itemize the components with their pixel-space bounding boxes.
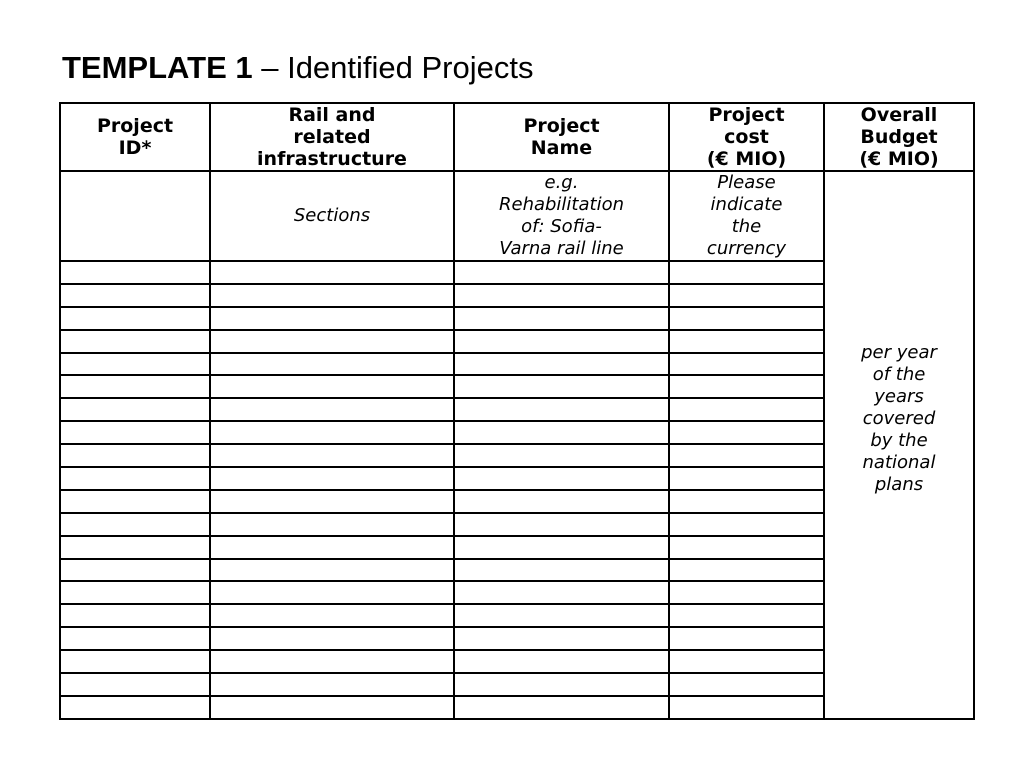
cell-project-cost[interactable] (669, 513, 824, 536)
cell-project-cost[interactable] (669, 650, 824, 673)
slide-title (62, 48, 534, 88)
cell-project-name[interactable] (454, 398, 669, 421)
example-project-cost[interactable]: Please indicate the currency (669, 171, 824, 261)
cell-project-name[interactable] (454, 444, 669, 467)
cell-project-cost[interactable] (669, 261, 824, 284)
cell-project-cost[interactable] (669, 330, 824, 353)
cell-project-id[interactable] (60, 444, 210, 467)
cell-rail-infrastructure[interactable] (210, 559, 454, 582)
cell-project-cost[interactable] (669, 559, 824, 582)
header-overall-budget: Overall Budget (€ MIO) (824, 103, 974, 171)
header-project-name: Project Name (454, 103, 669, 171)
cell-rail-infrastructure[interactable] (210, 330, 454, 353)
cell-project-cost[interactable] (669, 490, 824, 513)
cell-project-cost[interactable] (669, 604, 824, 627)
cell-rail-infrastructure[interactable] (210, 261, 454, 284)
cell-project-id[interactable] (60, 467, 210, 490)
cell-project-name[interactable] (454, 375, 669, 398)
cell-rail-infrastructure[interactable] (210, 375, 454, 398)
cell-project-name[interactable] (454, 490, 669, 513)
cell-project-id[interactable] (60, 673, 210, 696)
cell-project-cost[interactable] (669, 444, 824, 467)
cell-project-cost[interactable] (669, 421, 824, 444)
cell-project-name[interactable] (454, 673, 669, 696)
cell-project-name[interactable] (454, 284, 669, 307)
cell-project-id[interactable] (60, 330, 210, 353)
cell-rail-infrastructure[interactable] (210, 513, 454, 536)
cell-project-cost[interactable] (669, 673, 824, 696)
cell-project-name[interactable] (454, 353, 669, 376)
cell-project-cost[interactable] (669, 284, 824, 307)
cell-project-name[interactable] (454, 696, 669, 719)
cell-rail-infrastructure[interactable] (210, 444, 454, 467)
cell-project-id[interactable] (60, 559, 210, 582)
header-row (60, 103, 974, 171)
cell-project-cost[interactable] (669, 353, 824, 376)
cell-project-cost[interactable] (669, 398, 824, 421)
cell-project-name[interactable] (454, 467, 669, 490)
cell-project-id[interactable] (60, 604, 210, 627)
cell-rail-infrastructure[interactable] (210, 696, 454, 719)
cell-rail-infrastructure[interactable] (210, 627, 454, 650)
example-project-name[interactable]: e.g. Rehabilitation of: Sofia- Varna rail line (454, 171, 669, 261)
cell-project-name[interactable] (454, 421, 669, 444)
cell-project-cost[interactable] (669, 467, 824, 490)
cell-project-id[interactable] (60, 307, 210, 330)
cell-project-name[interactable] (454, 307, 669, 330)
cell-project-id[interactable] (60, 398, 210, 421)
overall-budget-note: per year of the years covered by the national plans (824, 171, 974, 719)
cell-project-cost[interactable] (669, 307, 824, 330)
cell-project-cost[interactable] (669, 375, 824, 398)
cell-project-id[interactable] (60, 536, 210, 559)
cell-project-cost[interactable] (669, 581, 824, 604)
cell-project-id[interactable] (60, 375, 210, 398)
cell-project-cost[interactable] (669, 696, 824, 719)
cell-project-name[interactable] (454, 261, 669, 284)
cell-project-cost[interactable] (669, 536, 824, 559)
cell-rail-infrastructure[interactable] (210, 581, 454, 604)
cell-project-id[interactable] (60, 696, 210, 719)
title-rest: – Identified Projects (252, 50, 534, 85)
header-project-id: Project ID* (60, 103, 210, 171)
cell-project-name[interactable] (454, 581, 669, 604)
cell-rail-infrastructure[interactable] (210, 307, 454, 330)
cell-rail-infrastructure[interactable] (210, 467, 454, 490)
cell-rail-infrastructure[interactable] (210, 284, 454, 307)
example-row (60, 171, 974, 261)
cell-project-id[interactable] (60, 627, 210, 650)
title-bold: TEMPLATE 1 (62, 50, 253, 85)
cell-project-id[interactable] (60, 353, 210, 376)
cell-project-id[interactable] (60, 421, 210, 444)
cell-project-id[interactable] (60, 581, 210, 604)
cell-project-id[interactable] (60, 284, 210, 307)
header-project-cost: Project cost (€ MIO) (669, 103, 824, 171)
cell-project-id[interactable] (60, 261, 210, 284)
cell-project-id[interactable] (60, 513, 210, 536)
cell-project-id[interactable] (60, 490, 210, 513)
cell-rail-infrastructure[interactable] (210, 490, 454, 513)
example-rail-infrastructure[interactable]: Sections (210, 171, 454, 261)
cell-rail-infrastructure[interactable] (210, 353, 454, 376)
cell-project-name[interactable] (454, 650, 669, 673)
cell-project-name[interactable] (454, 513, 669, 536)
cell-rail-infrastructure[interactable] (210, 650, 454, 673)
cell-rail-infrastructure[interactable] (210, 398, 454, 421)
cell-rail-infrastructure[interactable] (210, 421, 454, 444)
cell-project-name[interactable] (454, 604, 669, 627)
cell-project-id[interactable] (60, 650, 210, 673)
projects-template-table (59, 102, 975, 720)
cell-project-name[interactable] (454, 627, 669, 650)
cell-rail-infrastructure[interactable] (210, 536, 454, 559)
cell-rail-infrastructure[interactable] (210, 604, 454, 627)
example-project-id[interactable] (60, 171, 210, 261)
cell-rail-infrastructure[interactable] (210, 673, 454, 696)
cell-project-cost[interactable] (669, 627, 824, 650)
header-rail-infrastructure: Rail and related infrastructure (210, 103, 454, 171)
cell-project-name[interactable] (454, 330, 669, 353)
cell-project-name[interactable] (454, 559, 669, 582)
cell-project-name[interactable] (454, 536, 669, 559)
